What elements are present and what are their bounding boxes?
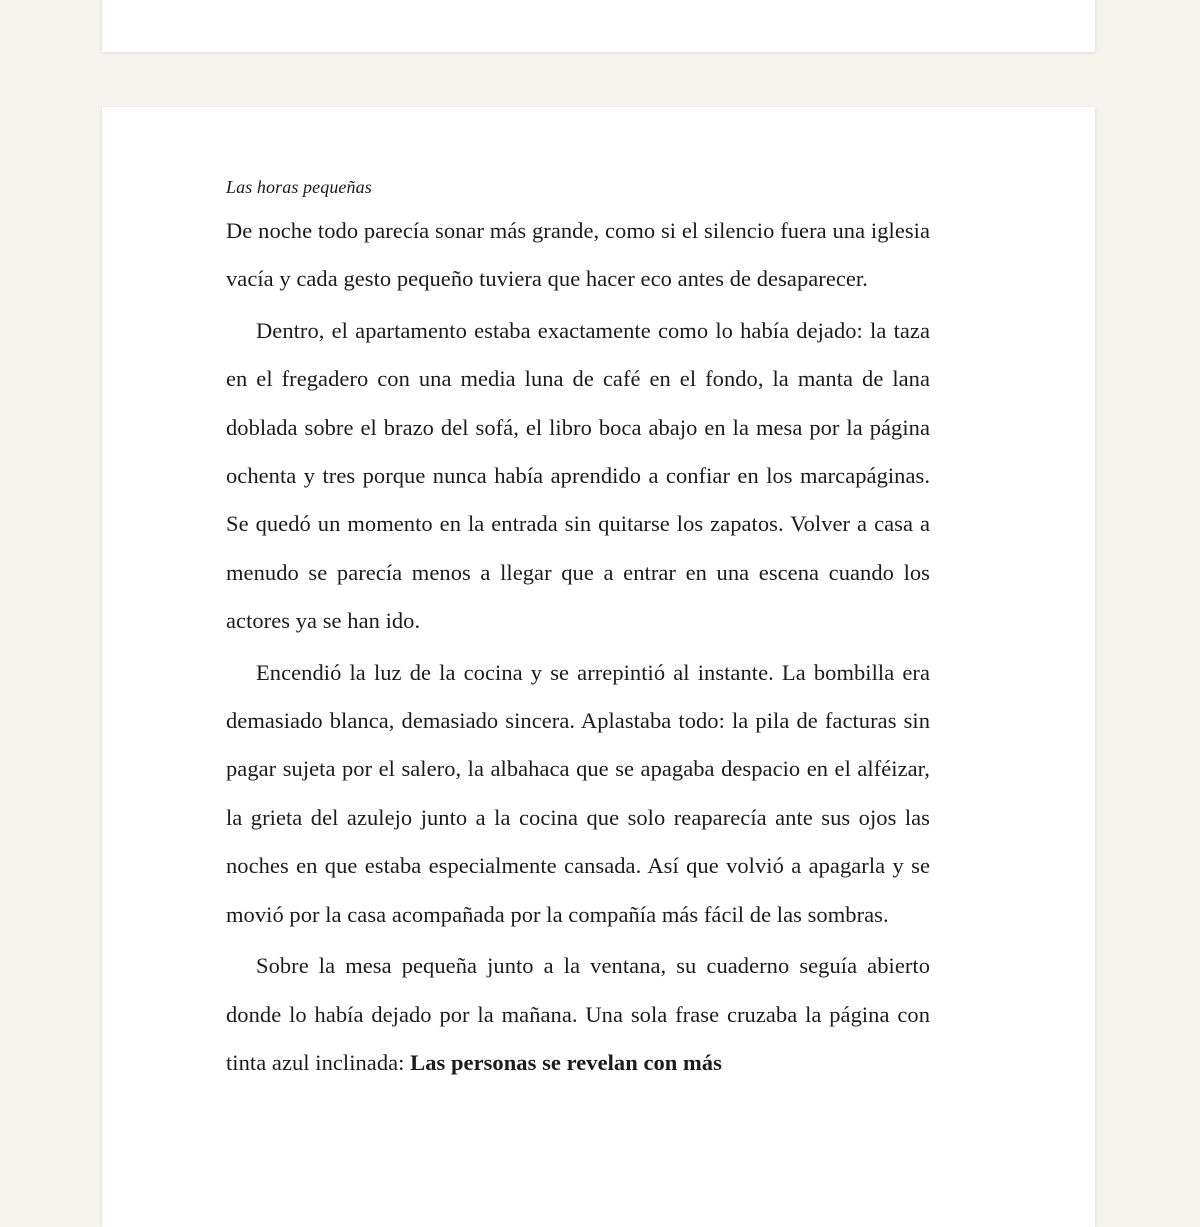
paragraph-4-text: Sobre la mesa pequeña junto a la ventana, su cuaderno seguía abierto donde lo había dejado por la mañana. Una sola frase cruzaba la página con tinta azul inclinada: [226,953,930,1075]
paragraph-1: De noche todo parecía sonar más grande, como si el silencio fuera una iglesia vacía y cada gesto pequeño tuviera que hacer eco antes de desaparecer. [226,218,930,292]
page-content [226,173,930,1090]
paragraph-2: Dentro, el apartamento estaba exactamente como lo había dejado: la taza en el fregadero con una media luna de café en el fondo, la manta de lana doblada sobre el brazo del sofá, el libro boca abajo en la mesa por la página ochenta y tres porque nunca había aprendido a confiar en los marcapáginas. Se quedó un momento en la entrada sin quitarse los zapatos. Volver a casa a menudo se parecía menos a llegar que a entrar en una escena cuando los actores ya se han ido. [226,317,930,634]
current-page [102,107,1095,1227]
paragraph-3: Encendió la luz de la cocina y se arrepintió al instante. La bombilla era demasiado blanca, demasiado sincera. Aplastaba todo: la pila de facturas sin pagar sujeta por el salero, la albahaca que se apagaba despacio en el alféizar, la grieta del azulejo junto a la cocina que solo reaparecía ante sus ojos las noches en que estaba especialmente cansada. Así que volvió a apagarla y se movió por la casa acompañada por la compañía más fácil de las sombras. [226,659,930,927]
previous-page [102,0,1095,52]
notebook-phrase: Las personas se revelan con más [410,1049,722,1075]
running-header: Las horas pequeñas [226,177,372,197]
paragraph-4 [226,942,930,1087]
